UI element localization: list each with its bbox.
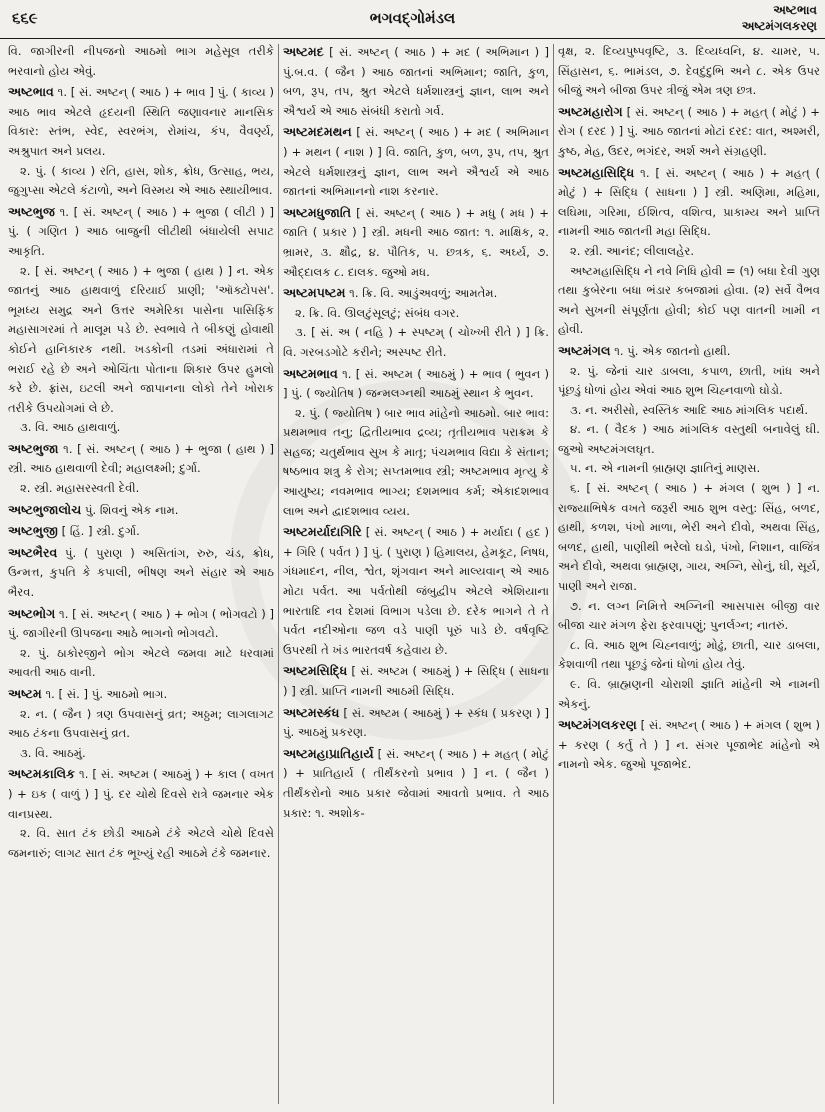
page-number: ૬૬૯ xyxy=(12,9,38,27)
entry-headword: અષ્ટમંગલ xyxy=(558,342,611,358)
guide-words xyxy=(742,2,817,34)
entry-sense: [ સં. અષ્ટન્ ( આઠ ) + મધુ ( મધ ) + જાતિ ( પ્રકાર ) ] સ્ત્રી. મધની આઠ જાત: ૧. માક્ષિક, ૨. ભ્રામર, ૩. ક્ષૌદ્ર, ૪. પૌતિક, ૫. છત્રક, ૬. અર્ઘ્ય, ૭. ઔદ્દાલક ૮. દાલક. જુઓ મધ. xyxy=(283,205,549,279)
entry-sense: ૬. [ સં. અષ્ટન્ ( આઠ ) + મંગલ ( શુભ ) ] ન. રાજ્યાભિષેક વખતે જરૂરી આઠ શુભ વસ્તુ: સિંહ, બળદ, હાથી, કળશ, પંખો માળા, ભેરી અને દીવો, અથવા સિંહ, બળદ, હાથી, પાણીથી ભરેલો ઘડો, પંખો, નિશાન, વાજિંત્ર અને દીવો, અથવા બ્રાહ્મણ, ગાય, અગ્નિ, સોનું, ઘી, સૂર્ય, પાણી અને રાજા. xyxy=(558,481,820,594)
entry-sense: અષ્ટમહાસિદ્ધિ ને નવે નિધિ હોવી = (૧) બધા દેવી ગુણ તથા કુબેરના બધા ભંડાર કબજામાં હોવા. (૨) સર્વે વૈભવ અને સુખની સંપૂર્ણતા હોવી; કોઈ પણ વાતની ખામી ન હોવી. xyxy=(558,263,820,337)
dictionary-entry xyxy=(283,744,549,823)
column-2 xyxy=(283,42,549,1104)
dictionary-entry xyxy=(283,661,549,701)
entry-sense: ૧. [ સં. અષ્ટમ ( આઠમું ) + ભાવ ( ભુવન ) ] પું. ( જ્યોતિષ ) જન્મલગ્નથી આઠમું સ્થાન કે ભુવન. xyxy=(283,366,549,401)
dictionary-entry xyxy=(283,703,549,743)
page-header xyxy=(0,0,825,39)
entry-sense: ૩. વિ. આઠમું. xyxy=(20,745,86,760)
entry-sense: ૩. [ સં. અ ( નહિ ) + સ્પષ્ટમ્ ( ચોખ્ખી રીતે ) ] ક્રિ. વિ. ગરબડગોટે કરીને; અસ્પષ્ટ રીતે. xyxy=(283,325,549,359)
entry-headword: અષ્ટમ xyxy=(8,686,42,701)
entry-sense: ૧. [ સં. ] પું. આઠમો ભાગ. xyxy=(45,687,168,701)
page-title: ભગવદ્ગોમંડલ xyxy=(369,9,456,27)
entry-sense: ૮. વિ. આઠ શુભ ચિહ્નવાળું; મોઢું, છાતી, ચાર ડાબલા, કેશવાળી તથા પૂછડું જેનાં ધોળાં હોય તેવું. xyxy=(558,637,820,672)
entry-sense: ૧. પું. એક જાતનો હાથી. xyxy=(614,343,731,358)
entry-sense: [ સં. અષ્ટન્ ( આઠ ) + મહત્ ( મોટું ) + પ્રાતિહાર્ય ( તીર્થંકરનો પ્રભાવ ) ] ન. ( જૈન ) તીર્થંકરોનો આઠ પ્રકાર જેવામાં આવતો પ્રભાવ. તે આઠ પ્રકાર: ૧. અશોક- xyxy=(283,746,549,820)
dictionary-entry xyxy=(558,715,820,775)
dictionary-entry xyxy=(283,122,549,201)
entry-sense: પું. શિવનું એક નામ. xyxy=(84,502,179,517)
entry-sense: ૭. ન. લગ્ન નિમિત્તે અગ્નિની આસપાસ બીજી વાર બીજા ચાર મંગળ ફેરા ફરવાપણું; પુનર્લગ્ન; નાતરું. xyxy=(558,598,820,633)
entry-headword: અષ્ટમભાવ xyxy=(283,365,338,381)
dictionary-entry xyxy=(8,684,274,763)
entry-headword: અષ્ટમહાસિદ્ધિ xyxy=(558,164,635,180)
entry-sense: ૧. [ સં. અષ્ટન્ ( આઠ ) + ભાવ ] પું. ( કાવ્ય ) આઠ ભાવ એટલે હૃદયની સ્થિતિ જણાવનાર માનસિક વિકાર: સ્તંભ, સ્વેદ, સ્વરભંગ, રોમાંચ, કંપ, વૈવર્ણ્ય, અશ્રુપાત અને પ્રલય. xyxy=(8,85,274,158)
entry-headword: અષ્ટભાવ xyxy=(8,84,54,100)
entry-headword: અષ્ટભુજા xyxy=(8,440,59,456)
dictionary-entry xyxy=(8,604,274,683)
entry-sense: [ સં. અષ્ટન્ ( આઠ ) + મર્યાદા ( હદ ) + ગિરિ ( પર્વત ) ] પું. ( પુરાણ ) હિમાલય, હેમકૂટ, નિષધ, ગંધમાદન, નીલ, શ્વેત, શૃંગવાન અને માલ્યવાન્ એ આઠ મોટા પર્વત. આ પર્વતોથી જંબુદ્વીપ એટલે એશિયાના ભારતાદિ નવ દેશમાં વિભાગ પડેલા છે. દરેક ભાગને તે તે પર્વત નદીઓના જળ વડે પાણી પૂરું પાડે છે. વર્ષવૃષ્ટિ ઉપરથી તે ખંડ ભારતવર્ષ કહેવાય છે. xyxy=(283,525,549,657)
guide-word-first: અષ્ટભાવ xyxy=(773,3,817,17)
entry-sense: ૩. ન. અરીસો, સ્વસ્તિક આદિ આઠ માંગલિક પદાર્થ. xyxy=(570,402,809,417)
dictionary-entry xyxy=(8,521,274,542)
entry-sense: ૧. [ સં. અષ્ટન્ ( આઠ ) + ભુજા ( લીટી ) ] પું. ( ગણિત ) આઠ બાજુની લીટીથી બંધાયેલી સપાટ આકૃતિ. xyxy=(8,204,274,258)
entry-sense: [ સં. અષ્ટન્ ( આઠ ) + મંગલ ( શુભ ) + કરણ ( કર્તુ તે ) ] ન. સંગર પૂજાભેદ માંહેનો એ નામનો એક. જુઓ પૂજાભેદ. xyxy=(558,718,820,772)
dictionary-entry xyxy=(558,102,820,162)
dictionary-columns xyxy=(8,42,820,1104)
column-3 xyxy=(558,42,820,1104)
entry-sense: ૫. ન. એ નામની બ્રાહ્મણ જ્ઞાતિનું માણસ. xyxy=(570,461,761,476)
entry-headword: અષ્ટમસ્કંધ xyxy=(283,704,340,720)
entry-sense: [ સં. અષ્ટમ ( આઠમું ) + સિદ્ધિ ( સાધના ) ] સ્ત્રી. પ્રાપ્તિ નામની આઠમી સિદ્ધિ. xyxy=(283,664,549,698)
entry-sense: વિ. જાગીરની નીપજનો આઠમો ભાગ મહેસૂલ તરીકે ભરવાનો હોય એવું. xyxy=(8,44,274,78)
dictionary-entry xyxy=(283,283,549,362)
entry-sense: ૧. [ સં. અષ્ટન્ ( આઠ ) + ભોગ ( ભોગવટો ) ] પું. જાગીરની ઊપજના આઠે ભાગનો ભોગવટો. xyxy=(8,606,274,641)
entry-sense: ૯. વિ. બ્રાહ્મણની ચોરાશી જ્ઞાતિ માંહેની એ નામની એકનું. xyxy=(558,677,820,711)
entry-headword: અષ્ટમસિદ્ધિ xyxy=(283,663,348,679)
entry-headword: અષ્ટમદ xyxy=(283,44,324,59)
entry-sense: [ સં. અષ્ટમ ( આઠમું ) + સ્કંધ ( પ્રકરણ ) ] પું. આઠમું પ્રકરણ. xyxy=(283,705,549,740)
entry-sense: ૩. વિ. આઠ હાથવાળું. xyxy=(20,420,121,435)
entry-headword: અષ્ટમકાલિક xyxy=(8,766,76,782)
entry-headword: અષ્ટભૈરવ xyxy=(8,544,58,560)
entry-sense: ૨. પું. ( કાવ્ય ) રતિ, હાસ, શોક, ક્રોધ, ઉત્સાહ, ભય, જુગુપ્સા એટલે કંટાળો, અને વિસ્મય એ આઠ સ્થાયીભાવ. xyxy=(8,163,274,198)
entry-headword: અષ્ટમહારોગ xyxy=(558,103,623,119)
entry-sense: ૨. પું. ( જ્યોતિષ ) બાર ભાવ માંહેનો આઠમો. બાર ભાવ: પ્રથમભાવ તનુ; દ્વિતીયભાવ દ્રવ્ય; તૃતીયભાવ પરાક્રમ કે સહજ; ચતુર્થભાવ સુખ કે માતૃ; પંચમભાવ વિદ્યા કે સંતાન; ષષ્ઠભાવ શત્રુ કે રોગ; સપ્તમભાવ સ્ત્રી; અષ્ટમભાવ મૃત્યુ કે આયુષ્ય; નવમભાવ ભાગ્ય; દશમભાવ કર્મ; એકાદશભાવ લાભ અને દ્વાદશભાવ વ્યય. xyxy=(283,405,549,518)
entry-headword: અષ્ટભુજી xyxy=(8,523,58,539)
entry-headword: અષ્ટમધુજાતિ xyxy=(283,204,352,220)
entry-sense: ૧. [ સં. અષ્ટમ ( આઠમું ) + કાલ ( વખત ) + ઇક ( વાળું ) ] પું. દર ચોથે દિવસે રાત્રે જમનાર એક વાનપ્રસ્થ. xyxy=(8,767,274,821)
entry-sense: ૪. ન. ( વૈદક ) આઠ માંગલિક વસ્તુથી બનાવેલું ઘી. જુઓ અષ્ટમંગલઘૃત. xyxy=(558,422,820,456)
column-divider xyxy=(553,44,554,1104)
entry-headword: અષ્ટભોગ xyxy=(8,605,56,621)
entry-sense: ૨. પું. જેનાં ચાર ડાબલા, કપાળ, છાતી, ખાંધ અને પૂંછડું ધોળાં હોય એવાં આઠ શુભ ચિહ્નવાળો ઘોડો. xyxy=(558,363,820,398)
entry-sense: ૨. સ્ત્રી. આનંદ; લીલાલહેર. xyxy=(570,243,695,258)
dictionary-entry xyxy=(558,341,820,714)
entry-sense: પું. ( પુરાણ ) અસિતાંગ, રુરુ, ચંડ, ક્રોધ, ઉન્મત્ત, કુપતિ કે કપાલી, ભીષણ અને સંહાર એ આઠ ભૈરવ. xyxy=(8,545,274,600)
dictionary-entry xyxy=(558,42,820,101)
dictionary-entry xyxy=(8,439,274,499)
entry-headword: અષ્ટમર્યાદાગિરિ xyxy=(283,524,362,540)
column-1 xyxy=(8,42,274,1104)
column-divider xyxy=(278,44,279,1104)
entry-headword: અષ્ટમપષ્ટમ xyxy=(283,285,346,301)
entry-sense: ૨. ન. ( જૈન ) ત્રણ ઉપવાસનું વ્રત; અઠ્ઠમ; લાગલાગટ આઠ ટંકના ઉપવાસનું વ્રત. xyxy=(8,706,274,741)
entry-sense: ૧. [ સં. અષ્ટન્ ( આઠ ) + મહત્ ( મોટું ) + સિદ્ધિ ( સાધના ) ] સ્ત્રી. અણિમા, મહિમા, લઘિમા, ગરિમા, ઈશિત્વ, વશિત્વ, પ્રાકામ્ય અને પ્રાપ્તિ નામની આઠ જાતની મહા સિદ્ધિ. xyxy=(558,165,820,239)
dictionary-entry xyxy=(283,522,549,660)
dictionary-entry xyxy=(283,364,549,522)
entry-sense: [ સં. અષ્ટન્ ( આઠ ) + મદ ( અભિમાન ) + મથન ( નાશ ) ] વિ. જાતિ, કુળ, બળ, રૂપ, તપ, શ્રુત એટલે ધર્મશાસ્ત્રનું જ્ઞાન, લાભ અને ઐશ્વર્ય એ આઠ જાતનાં અભિમાનનો નાશ કરનાર. xyxy=(283,125,549,199)
entry-headword: અષ્ટમંગલકરણ xyxy=(558,717,637,733)
entry-sense: ૨. ક્રિ. વિ. ઊલટુંસૂલટું; સંબંધ વગર. xyxy=(295,305,460,320)
entry-sense: ૨. વિ. સાત ટંક છોડી આઠમે ટંકે એટલે ચોથે દિવસે જમનારું; લાગટ સાત ટંક ભૂખ્યું રહી આઠમે ટંકે જમનાર. xyxy=(8,826,274,860)
dictionary-entry xyxy=(8,202,274,438)
entry-sense: ૨. પું. ઠાકોરજીને ભોગ એટલે જમવા માટે ધરવામાં આવતી આઠ વાની. xyxy=(8,645,274,680)
dictionary-entry xyxy=(8,42,274,81)
entry-sense: [ સં. અષ્ટન્ ( આઠ ) + મહત્ ( મોટું ) + રોગ ( દરદ ) ] પું. આઠ જાતનાં મોટાં દરદ: વાત, અશ્મરી, કુષ્ઠ, મેહ, ઉદર, ભગંદર, અર્શ અને સંગ્રહણી. xyxy=(558,104,820,158)
dictionary-entry xyxy=(8,82,274,201)
entry-sense: [ હિં. ] સ્ત્રી. દુર્ગા. xyxy=(61,524,140,539)
dictionary-entry xyxy=(8,543,274,603)
entry-headword: અષ્ટમદમથન xyxy=(283,124,352,140)
entry-sense: વૃક્ષ, ૨. દિવ્યપુષ્પવૃષ્ટિ, ૩. દિવ્યધ્વનિ, ૪. ચામર, ૫. સિંહાસન, ૬. ભામંડલ, ૭. દેવદુંદુભિ અને ૮. એક ઉપર બીજું અને બીજા ઉપર ત્રીજું એમ ત્રણ છત્ર. xyxy=(558,44,820,98)
entry-headword: અષ્ટમહાપ્રાતિહાર્ય xyxy=(283,745,374,761)
entry-sense: ૨. [ સં. અષ્ટન્ ( આઠ ) + ભુજા ( હાથ ) ] ન. એક જાતનું આઠ હાથવાળું દરિયાઈ પ્રાણી; 'ઑક્ટોપસ'. ભૂમધ્ય સમુદ્ર અને ઉત્તર અમેરિકા પાસેના પાસિફિક મહાસાગરમાં તે માલૂમ પડે છે. સ્વભાવે તે બીકણું હોવાથી કોઈને હાનિકારક નથી. ખડકોની તડમાં અંધારામાં તે ભરાઈ રહે છે અને ઓચિંતા પોતાના શિકાર ઉપર હુમલો કરે છે. ફ્રાંસ, ઇટલી અને જાપાનના લોકો તેને ખોરાક તરીકે ઉપયોગમાં લે છે. xyxy=(8,263,274,415)
dictionary-entry xyxy=(283,203,549,282)
entry-headword: અષ્ટભુજાલોચ xyxy=(8,501,82,517)
dictionary-entry xyxy=(8,764,274,863)
dictionary-entry xyxy=(283,42,549,121)
guide-word-last: અષ્ટમંગલકરણ xyxy=(741,19,817,33)
entry-sense: ૧. [ સં. અષ્ટન્ ( આઠ ) + ભુજા ( હાથ ) ] સ્ત્રી. આઠ હાથવાળી દેવી; મહાલક્ષ્મી; દુર્ગા. xyxy=(8,441,274,476)
entry-sense: [ સં. અષ્ટન્ ( આઠ ) + મદ ( અભિમાન ) ] પું.બ.વ. ( જૈન ) આઠ જાતનાં અભિમાન; જાતિ, કુળ, બળ, રૂપ, તપ, શ્રુત એટલે ધર્મશાસ્ત્રનું જ્ઞાન, લાભ અને ઐશ્વર્ય એ આઠ સંબંધી કરાતો ગર્વ. xyxy=(283,45,549,118)
entry-sense: ૨. સ્ત્રી. મહાસરસ્વતી દેવી. xyxy=(20,481,140,496)
entry-headword: અષ્ટભુજ xyxy=(8,203,55,219)
entry-sense: ૧. ક્રિ. વિ. આડુંઅવળું; આમતેમ. xyxy=(349,286,498,301)
dictionary-entry xyxy=(558,163,820,340)
dictionary-entry xyxy=(8,500,274,521)
